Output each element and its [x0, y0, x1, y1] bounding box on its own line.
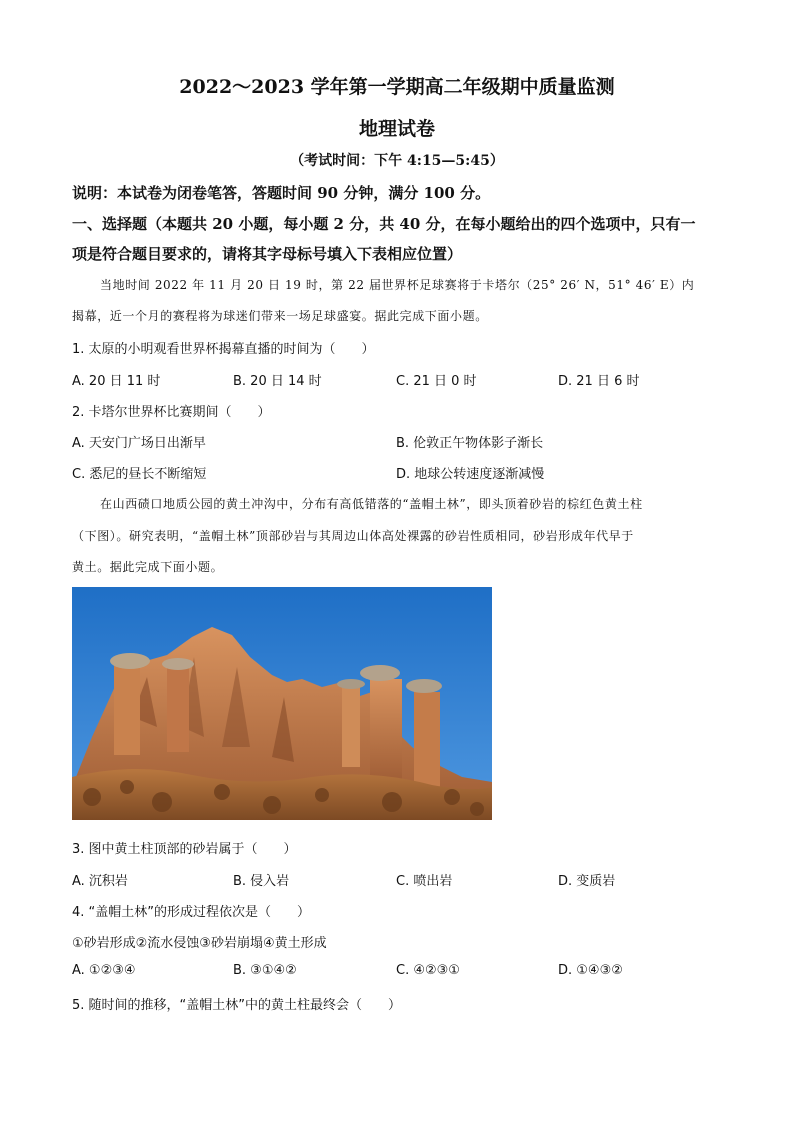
hoodoo-illustration [72, 587, 492, 820]
q3-option-d[interactable]: D. 变质岩 [558, 874, 616, 889]
passage1-line2: 揭幕，近一个月的赛程将为球迷们带来一场足球盛宴。据此完成下面小题。 [72, 309, 488, 323]
q4-option-d[interactable]: D. ①④③② [558, 963, 623, 978]
q2-option-b[interactable]: B. 伦敦正午物体影子渐长 [396, 436, 544, 451]
instructions: 说明：本试卷为闭卷笔答，答题时间 90 分钟，满分 100 分。 [72, 184, 491, 202]
passage2-line1: 在山西碛口地质公园的黄土冲沟中，分布有高低错落的“盖帽土林”，即头顶着砂岩的棕红色黄土柱 [100, 497, 643, 511]
q2-option-d[interactable]: D. 地球公转速度逐渐减慢 [396, 467, 545, 482]
q3-option-b[interactable]: B. 侵入岩 [233, 874, 290, 889]
section-heading-line2: 项是符合题目要求的，请将其字母标号填入下表相应位置） [72, 245, 463, 263]
q4-option-a[interactable]: A. ①②③④ [72, 963, 136, 978]
q4-option-b[interactable]: B. ③①④② [233, 963, 297, 978]
q3-option-c[interactable]: C. 喷出岩 [396, 874, 453, 889]
q2-option-c[interactable]: C. 悉尼的昼长不断缩短 [72, 467, 207, 482]
q5-stem: 5. 随时间的推移，“盖帽土林”中的黄土柱最终会（ ） [72, 998, 402, 1013]
q2-option-a[interactable]: A. 天安门广场日出渐早 [72, 436, 206, 451]
q2-stem: 2. 卡塔尔世界杯比赛期间（ ） [72, 405, 271, 420]
subject-title: 地理试卷 [358, 118, 435, 140]
q1-stem: 1. 太原的小明观看世界杯揭幕直播的时间为（ ） [72, 342, 375, 357]
q4-sequence: ①砂岩形成②流水侵蚀③砂岩崩塌④黄土形成 [72, 936, 327, 951]
q4-stem: 4. “盖帽土林”的形成过程依次是（ ） [72, 905, 311, 920]
section-heading-line1: 一、选择题（本题共 20 小题，每小题 2 分，共 40 分，在每小题给出的四个选项中，只有一 [72, 215, 696, 233]
exam-time: （考试时间：下午 4:15—5:45） [290, 153, 504, 169]
passage1-line1: 当地时间 2022 年 11 月 20 日 19 时，第 22 届世界杯足球赛将于卡塔尔（25° 26′ N，51° 46′ E）内 [100, 278, 695, 292]
q3-stem: 3. 图中黄土柱顶部的砂岩属于（ ） [72, 842, 297, 857]
q1-option-a[interactable]: A. 20 日 11 时 [72, 374, 161, 389]
q1-option-b[interactable]: B. 20 日 14 时 [233, 374, 322, 389]
hoodoo-photo [72, 587, 492, 820]
q4-option-c[interactable]: C. ④②③① [396, 963, 460, 978]
passage2-line2: （下图）。研究表明，“盖帽土林”顶部砂岩与其周边山体高处裸露的砂岩性质相同，砂岩形成年代早于 [72, 529, 634, 543]
q3-option-a[interactable]: A. 沉积岩 [72, 874, 128, 889]
q1-option-c[interactable]: C. 21 日 0 时 [396, 374, 477, 389]
exam-title: 2022～2023 学年第一学期高二年级期中质量监测 [179, 76, 615, 98]
q1-option-d[interactable]: D. 21 日 6 时 [558, 374, 640, 389]
passage2-line3: 黄土。据此完成下面小题。 [72, 560, 224, 574]
